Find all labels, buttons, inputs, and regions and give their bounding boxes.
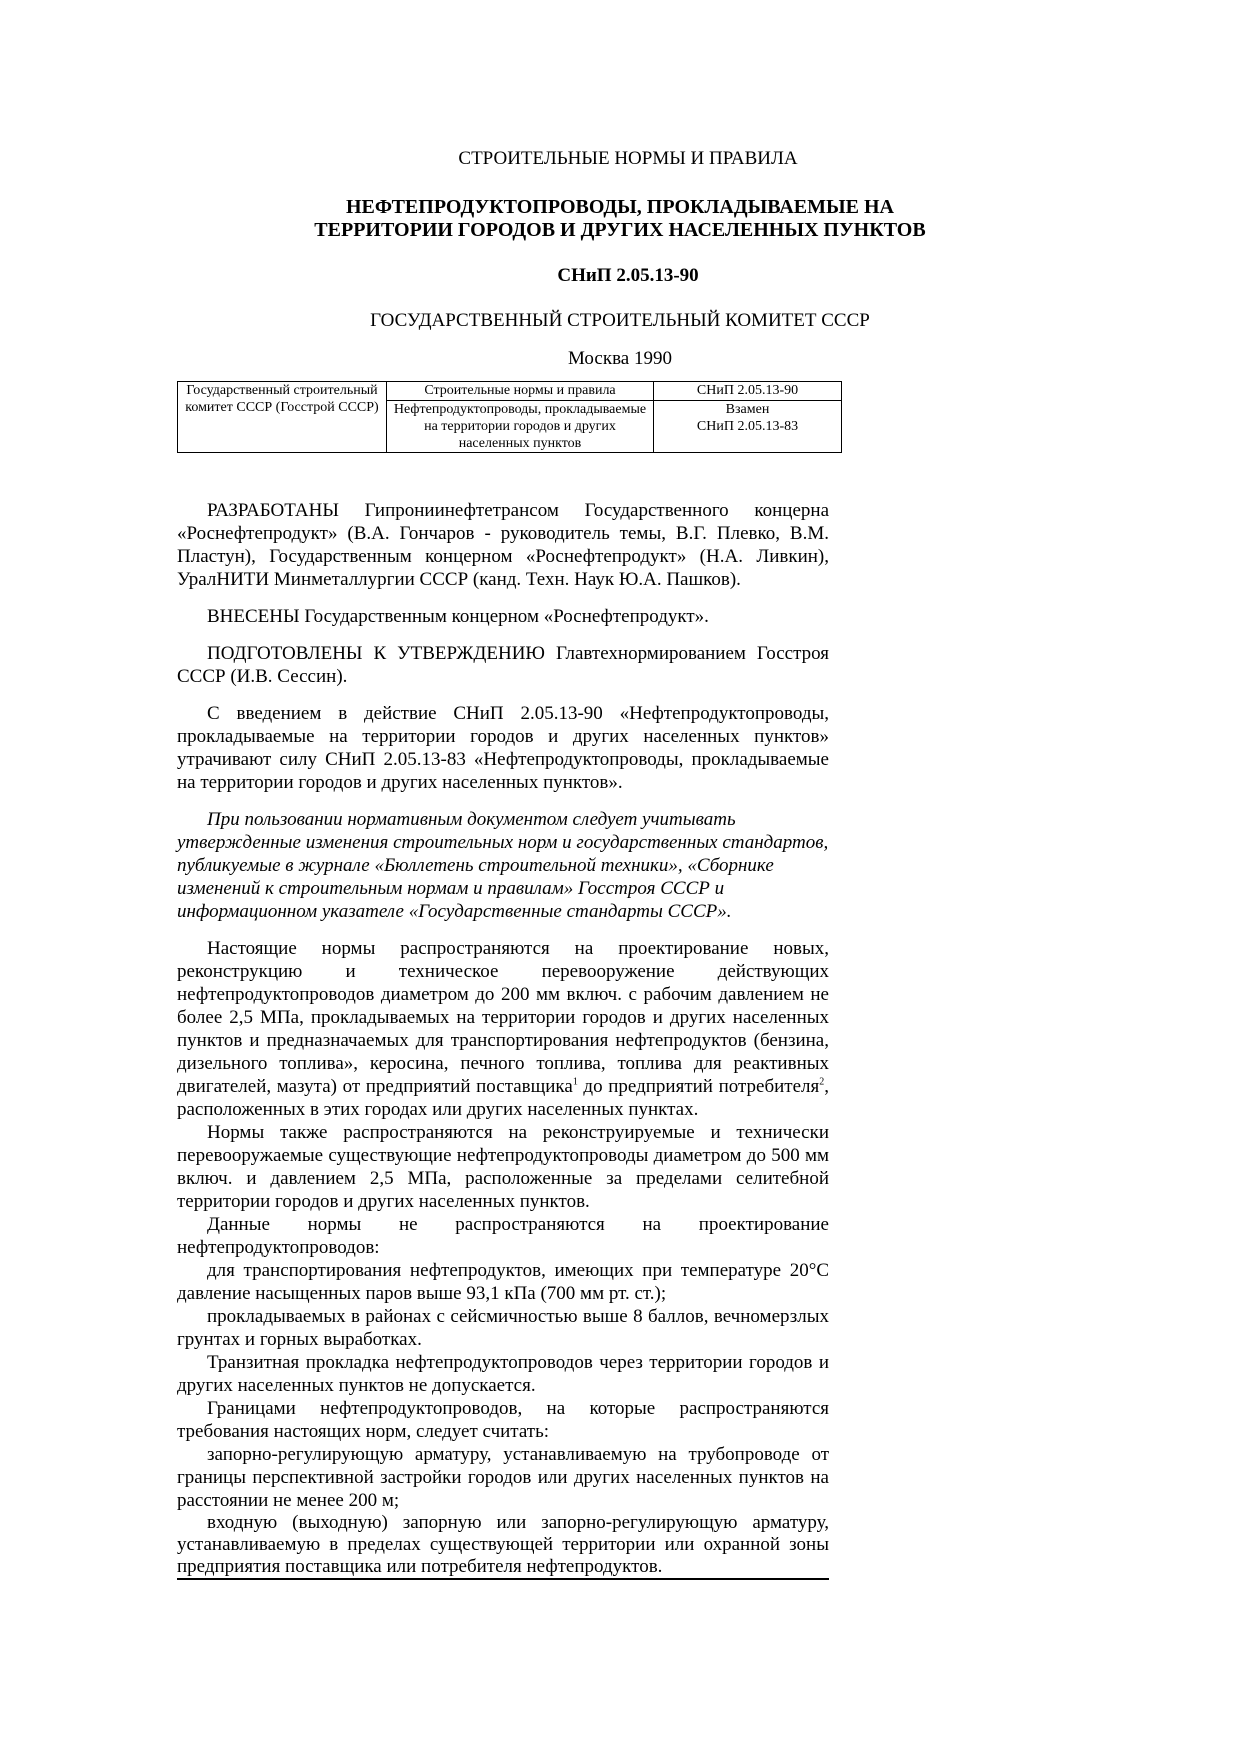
title-line-2: ТЕРРИТОРИИ ГОРОДОВ И ДРУГИХ НАСЕЛЕННЫХ ПУНКТОВ bbox=[314, 219, 926, 241]
scope-text-a: Настоящие нормы распространяются на проектирование новых, реконструкцию и техническое перевооружение действующих нефтепродуктопроводов диаметром до 200 мм включ. с рабочим давлением не более 2,5 МПа, прокладываемых на территории городов и других населенных пунктов и предназначаемых для транспортирования нефтепродуктов (бензина, дизельного топлива», керосина, печного топлива, топлива для реактивных двигателей, мазута) от предприятий поставщика bbox=[177, 938, 829, 1097]
prepared-by-paragraph: ПОДГОТОВЛЕНЫ К УТВЕРЖДЕНИЮ Главтехнормированием Госстроя СССР (И.В. Сессин). bbox=[177, 643, 829, 687]
city-year: Москва 1990 bbox=[568, 348, 672, 369]
code-cell bbox=[654, 382, 842, 453]
replaced-code: СНиП 2.05.13-83 bbox=[696, 419, 799, 434]
info-table bbox=[177, 381, 842, 453]
transit-paragraph: Транзитная прокладка нефтепродуктопроводов через территории городов и других населенных пунктов не допускается. bbox=[177, 1352, 829, 1396]
boundary-valves-paragraph: запорно-регулирующую арматуру, устанавливаемую на трубопроводе от границы перспективной застройки городов или других населенных пунктов на расстоянии не менее 200 м; bbox=[177, 1444, 829, 1511]
document-type: СТРОИТЕЛЬНЫЕ НОРМЫ И ПРАВИЛА bbox=[458, 148, 798, 169]
scope-text-c: , расположенных в этих городах или других населенных пунктах. bbox=[177, 1076, 830, 1120]
footnote-ref-1[interactable]: 1 bbox=[572, 1076, 578, 1088]
title-line-1: НЕФТЕПРОДУКТОПРОВОДЫ, ПРОКЛАДЫВАЕМЫЕ НА bbox=[346, 196, 894, 218]
code-label: СНиП 2.05.13-90 bbox=[654, 382, 841, 401]
issuing-committee: ГОСУДАРСТВЕННЫЙ СТРОИТЕЛЬНЫЙ КОМИТЕТ СССР bbox=[370, 310, 870, 331]
submitted-by-paragraph: ВНЕСЕНЫ Государственным концерном «Роснефтепродукт». bbox=[207, 606, 709, 627]
exclusion-seismic: прокладываемых в районах с сейсмичностью выше 8 баллов, вечномерзлых грунтах и горных выработках. bbox=[177, 1306, 829, 1350]
document-body bbox=[177, 499, 829, 1580]
exclusion-vapor-pressure: для транспортирования нефтепродуктов, имеющих при температуре 20°С давление насыщенных паров выше 93,1 кПа (700 мм рт. ст.); bbox=[177, 1260, 829, 1304]
footnote-ref-2[interactable]: 2 bbox=[819, 1076, 825, 1088]
boundary-inlet-paragraph: входную (выходную) запорную или запорно-регулирующую арматуру, устанавливаемую в пределах существующей территории или охранной зоны предприятия поставщика или потребителя нефтепродуктов. bbox=[177, 1512, 829, 1580]
exclusions-paragraph: Данные нормы не распространяются на проектирование нефтепродуктопроводов: bbox=[177, 1214, 829, 1258]
scope-text-b: до предприятий потребителя bbox=[577, 1076, 820, 1097]
document-title bbox=[0, 196, 1240, 242]
reconstruction-paragraph: Нормы также распространяются на реконструируемые и технически перевооружаемые существующие нефтепродуктопроводы диаметром до 500 мм включ. и давлением 2,5 МПа, расположенные за пределами селитебной территории городов и других населенных пунктов. bbox=[177, 1122, 829, 1212]
document-code: СНиП 2.05.13-90 bbox=[557, 265, 699, 286]
issuer-cell bbox=[178, 382, 387, 453]
issuer-text: Государственный строительный комитет СССР (Госстрой СССР) bbox=[185, 383, 379, 415]
replaces-label: Взамен bbox=[725, 402, 770, 417]
norms-label: Строительные нормы и правила bbox=[387, 382, 653, 401]
usage-note-paragraph: При пользовании нормативным документом следует учитывать утвержденные изменения строительных норм и государственных стандартов, публикуемые в журнале «Бюллетень строительной техники», «Сборнике изменений к строительным нормам и правилам» Госстроя СССР и информационном указателе «Государственные стандарты СССР». bbox=[177, 809, 829, 922]
boundaries-paragraph: Границами нефтепродуктопроводов, на которые распространяются требования настоящих норм, следует считать: bbox=[177, 1398, 829, 1442]
norms-title: Нефтепродуктопроводы, прокладываемые на территории городов и других населенных пунктов bbox=[393, 402, 647, 451]
developed-by-paragraph: РАЗРАБОТАНЫ Гипрониинефтетрансом Государственного концерна «Роснефтепродукт» (В.А. Гончаров - руководитель темы, В.Г. Плевко, В.М. Пластун), Государственным концерном «Роснефтепродукт» (Н.А. Ливкин), УралНИТИ Минметаллургии СССР (канд. Техн. Наук Ю.А. Пашков). bbox=[177, 500, 829, 590]
scope-paragraph bbox=[177, 937, 829, 1121]
supersedes-paragraph: С введением в действие СНиП 2.05.13-90 «Нефтепродуктопроводы, прокладываемые на территории городов и других населенных пунктов» утрачивают силу СНиП 2.05.13-83 «Нефтепродуктопроводы, прокладываемые на территории городов и других населенных пунктов». bbox=[177, 703, 829, 793]
title-cell bbox=[387, 382, 654, 453]
